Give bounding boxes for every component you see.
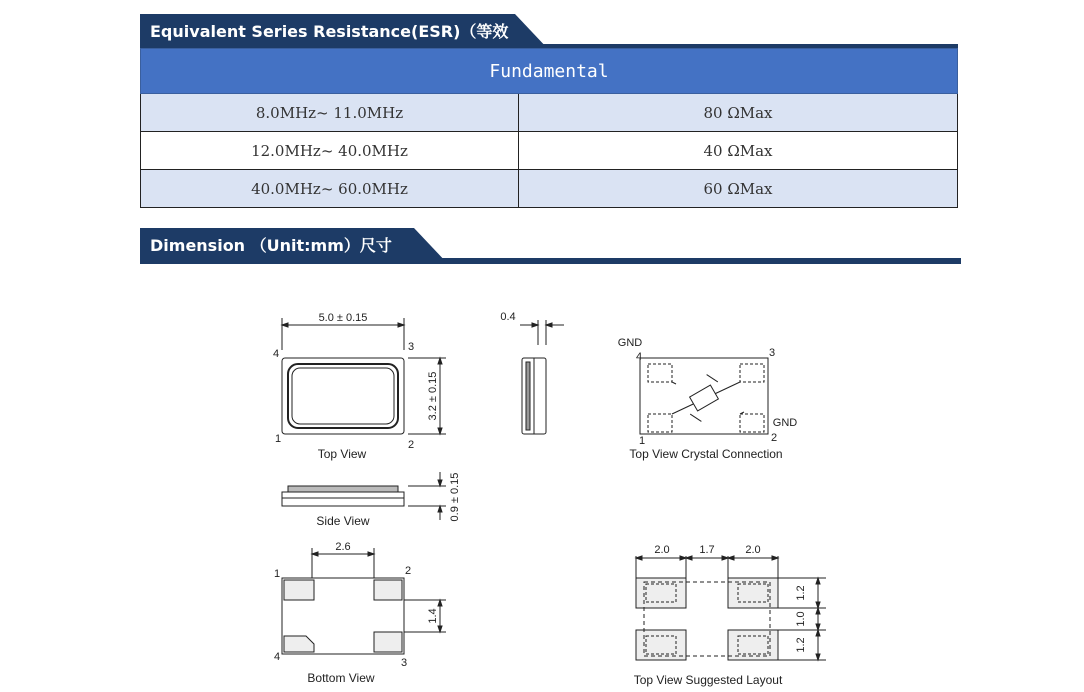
pin-label: 1 [275,433,282,445]
bottom-view-drawing [282,548,446,654]
pin-label: 4 [273,348,280,360]
pin-label: 4 [636,351,643,363]
top-view-height-label: 3.2 ± 0.15 [427,371,439,421]
pin-label: 4 [274,651,281,663]
top-view-caption: Top View [317,447,367,461]
pin-label: 3 [769,347,776,359]
layout-dim-right: 2.0 [745,544,761,556]
top-view-drawing [282,318,446,434]
frequency-range-cell: 8.0MHz~ 11.0MHz [141,94,519,132]
pin-label: 2 [771,432,778,444]
side-view-caption: Side View [316,514,370,528]
frequency-range-cell: 12.0MHz~ 40.0MHz [141,132,519,170]
pin-label: 1 [639,435,646,447]
bottom-view-caption: Bottom View [307,671,375,685]
layout-dim-left: 2.0 [654,544,670,556]
side-view-drawing [282,472,446,520]
layout-dim-pad-top: 1.2 [795,585,807,601]
layout-dim-gap: 1.0 [795,611,807,627]
gnd-label: GND [772,417,798,429]
esr-section-title: Equivalent Series Resistance(ESR)（等效 [140,14,515,50]
pin-label: 3 [401,657,408,669]
lead-thickness-label: 0.4 [500,311,516,323]
esr-value-cell: 80 ΩMax [519,94,958,132]
layout-dim-mid: 1.7 [699,544,715,556]
pin-label: 1 [274,568,281,580]
lead-thickness-drawing [520,320,564,434]
pin-label: 2 [408,439,415,451]
side-view-height-label: 0.9 ± 0.15 [449,472,461,522]
bottom-view-height-label: 1.4 [427,608,439,624]
esr-value-cell: 40 ΩMax [519,132,958,170]
esr-value-cell: 60 ΩMax [519,170,958,208]
top-view-width-label: 5.0 ± 0.15 [318,312,368,324]
layout-dim-pad-bottom: 1.2 [795,637,807,653]
crystal-connection-caption: Top View Crystal Connection [629,447,783,461]
suggested-layout-caption: Top View Suggested Layout [633,673,783,687]
gnd-label: GND [617,337,643,349]
dimension-section-title: Dimension （Unit:mm）尺寸 [140,228,414,264]
frequency-range-cell: 40.0MHz~ 60.0MHz [141,170,519,208]
pin-label: 3 [408,341,415,353]
table-header-fundamental: Fundamental [141,49,958,94]
bottom-view-width-label: 2.6 [335,541,351,553]
pin-label: 2 [405,565,412,577]
crystal-connection-drawing [640,358,768,434]
